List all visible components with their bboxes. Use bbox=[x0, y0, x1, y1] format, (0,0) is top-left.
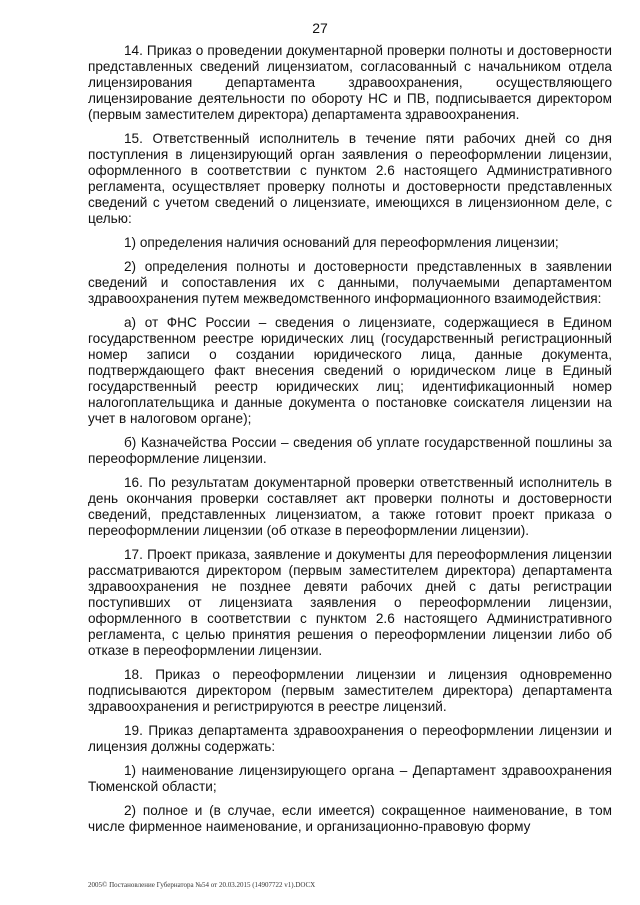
paragraph-18: 18. Приказ о переоформлении лицензии и лицензия одновременно подписываются директором (первым заместителем директора) департамента здравоохранения и регистрируются в реестре лицензий. bbox=[88, 667, 612, 714]
page-number: 27 bbox=[312, 20, 328, 36]
paragraph-19-item-2: 2) полное и (в случае, если имеется) сокращенное наименование, в том числе фирменное наименование, и организационно-правовую форму bbox=[88, 803, 612, 834]
paragraph-19: 19. Приказ департамента здравоохранения о переоформлении лицензии и лицензия должны содержать: bbox=[88, 723, 612, 754]
paragraph-15-item-2a: а) от ФНС России – сведения о лицензиате, содержащиеся в Едином государственном реестре юридических лиц (государственный регистрационный номер записи о создании юридического лица, данные документа, подтверждающего факт внесения сведений о юридическом лице в Единый государственный реестр юридических лиц; идентификационный номер налогоплательщика и данные документа о постановке соискателя лицензии на учет в налоговом органе); bbox=[88, 315, 612, 426]
paragraph-15: 15. Ответственный исполнитель в течение пяти рабочих дней со дня поступления в лицензирующий орган заявления о переоформлении лицензии, оформленного в соответствии с пунктом 2.6 настоящего Административного регламента, осуществляет проверку полноты и достоверности представленных сведений с учетом сведений о лицензиате, имеющихся в лицензионном деле, с целью: bbox=[88, 131, 612, 226]
paragraph-19-item-1: 1) наименование лицензирующего органа – Департамент здравоохранения Тюменской области; bbox=[88, 763, 612, 794]
paragraph-15-item-1: 1) определения наличия оснований для переоформления лицензии; bbox=[124, 235, 559, 250]
document-body bbox=[88, 43, 612, 843]
paragraph-17: 17. Проект приказа, заявление и документы для переоформления лицензии рассматриваются директором (первым заместителем директора) департамента здравоохранения не позднее девяти рабочих дней с даты регистрации поступивших от лицензиата заявления о переоформлении лицензии, оформленного в соответствии с пунктом 2.6 настоящего Административного регламента, с целью принятия решения о переоформлении лицензии либо об отказе в переоформлении лицензии. bbox=[88, 547, 612, 658]
paragraph-14: 14. Приказ о проведении документарной проверки полноты и достоверности представленных сведений лицензиатом, согласованный с начальником отдела лицензирования департамента здравоохранения, осуществляющего лицензирование деятельности по обороту НС и ПВ, подписывается директором (первым заместителем директора) департамента здравоохранения. bbox=[88, 43, 612, 122]
paragraph-15-item-2: 2) определения полноты и достоверности представленных в заявлении сведений и сопоставления их с данными, получаемыми департаментом здравоохранения путем межведомственного информационного взаимодействия: bbox=[88, 259, 612, 306]
paragraph-16: 16. По результатам документарной проверки ответственный исполнитель в день окончания проверки составляет акт проверки полноты и достоверности сведений, представленных лицензиатом, а также готовит проект приказа о переоформлении лицензии (об отказе в переоформлении лицензии). bbox=[88, 475, 612, 538]
paragraph-15-item-2b: б) Казначейства России – сведения об уплате государственной пошлины за переоформление лицензии. bbox=[88, 435, 612, 466]
document-footer: 2005© Постановление Губернатора №54 от 20.03.2015 (14907722 v1).DOCX bbox=[88, 881, 316, 889]
